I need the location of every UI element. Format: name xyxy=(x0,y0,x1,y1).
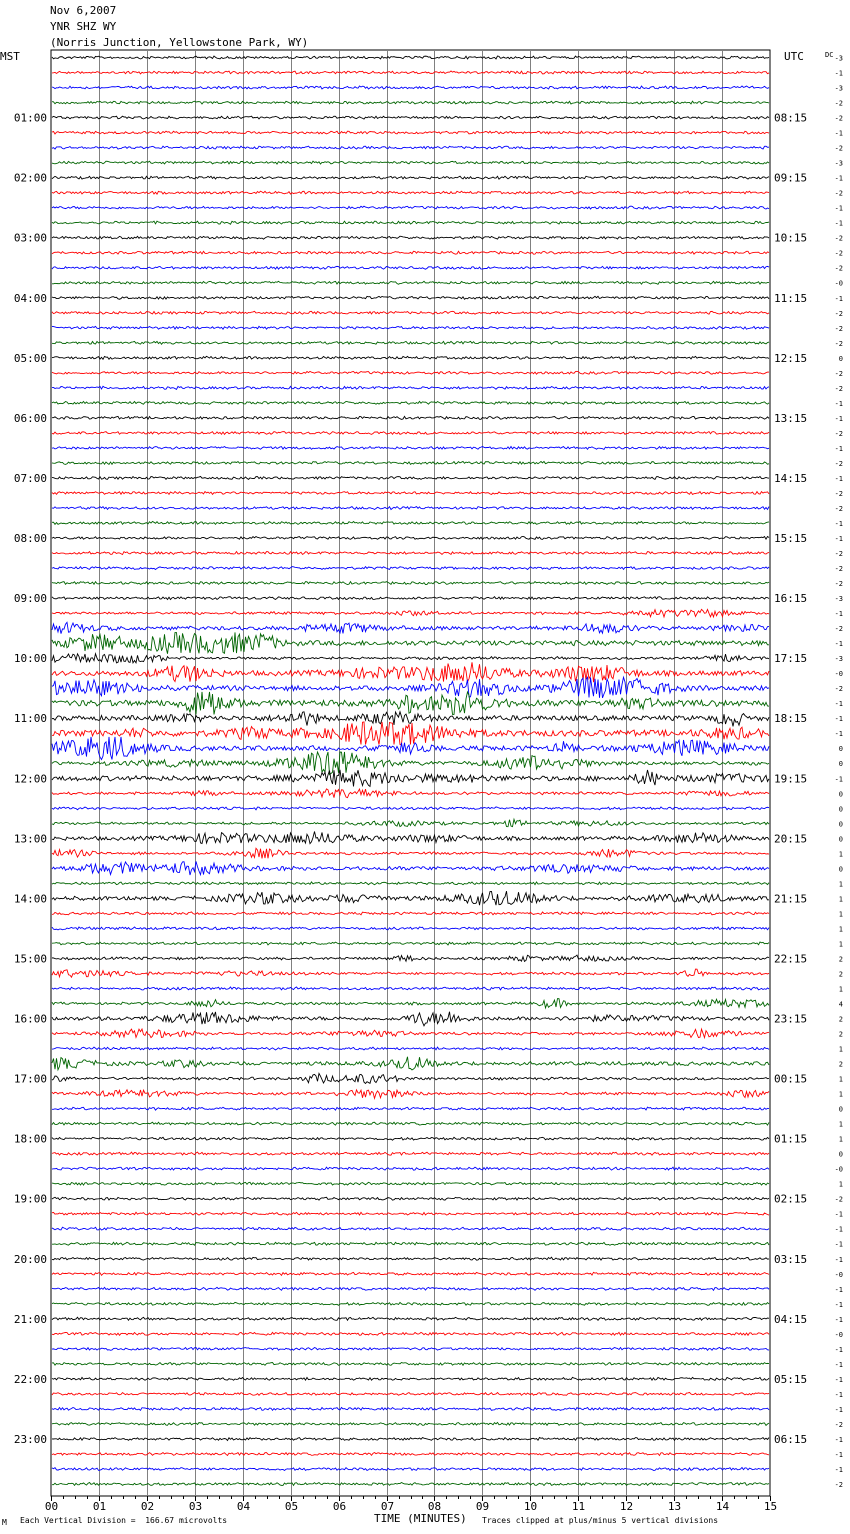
x-tick-label: 05 xyxy=(284,1500,299,1513)
seismic-trace xyxy=(52,281,769,284)
seismic-trace xyxy=(52,770,769,787)
x-tick-label: 13 xyxy=(667,1500,682,1513)
dc-offset-label: -3 xyxy=(834,595,843,604)
seismic-trace xyxy=(52,662,769,682)
seismic-trace xyxy=(52,1057,769,1070)
dc-offset-label: -2 xyxy=(834,1420,843,1429)
dc-offset-label: 0 xyxy=(838,820,843,829)
seismic-trace xyxy=(52,1167,769,1170)
dc-offset-label: -2 xyxy=(834,144,843,153)
seismic-trace xyxy=(52,831,769,843)
dc-offset-label: -1 xyxy=(834,1375,843,1384)
dc-offset-label: 1 xyxy=(838,1090,843,1099)
seismic-trace xyxy=(52,654,769,663)
label-layer xyxy=(0,50,843,1513)
right-hour-label: 10:15 xyxy=(774,231,808,245)
dc-offset-label: -1 xyxy=(834,1225,843,1234)
dc-offset-label: 1 xyxy=(838,850,843,859)
dc-offset-label: -1 xyxy=(834,1315,843,1324)
dc-offset-label: 0 xyxy=(838,805,843,814)
left-hour-label: 11:00 xyxy=(13,712,47,726)
dc-offset-label: -1 xyxy=(834,174,843,183)
left-hour-label: 23:00 xyxy=(13,1432,47,1446)
seismic-trace xyxy=(52,597,769,600)
dc-offset-label: 1 xyxy=(838,1120,843,1129)
dc-offset-label: -1 xyxy=(834,700,843,709)
seismic-trace xyxy=(52,1347,769,1350)
seismic-trace xyxy=(52,1377,769,1380)
dc-offset-label: -1 xyxy=(834,294,843,303)
seismic-trace xyxy=(52,912,769,915)
dc-offset-label: 0 xyxy=(838,1150,843,1159)
seismic-trace xyxy=(52,116,769,119)
left-hour-label: 22:00 xyxy=(13,1372,47,1386)
dc-offset-label: -2 xyxy=(834,384,843,393)
seismic-trace xyxy=(52,356,769,359)
seismic-trace xyxy=(52,942,769,945)
dc-offset-label: -1 xyxy=(834,610,843,619)
dc-offset-label: -1 xyxy=(834,1435,843,1444)
seismic-trace xyxy=(52,1197,769,1200)
dc-offset-label: -1 xyxy=(834,414,843,423)
dc-offset-label: -0 xyxy=(834,279,843,288)
right-hour-label: 15:15 xyxy=(774,532,808,546)
dc-offset-label: -1 xyxy=(834,640,843,649)
x-tick-label: 06 xyxy=(332,1500,347,1513)
dc-offset-label: -1 xyxy=(834,69,843,78)
dc-offset-label: -0 xyxy=(834,1165,843,1174)
seismic-trace xyxy=(52,609,769,617)
x-tick-label: 00 xyxy=(44,1500,59,1513)
x-axis-title: TIME (MINUTES) xyxy=(374,1512,467,1525)
seismic-trace xyxy=(52,1090,769,1099)
seismic-trace xyxy=(52,987,769,990)
x-tick-label: 03 xyxy=(188,1500,203,1513)
seismic-trace xyxy=(52,969,769,977)
dc-offset-label: -2 xyxy=(834,685,843,694)
seismic-trace xyxy=(52,567,769,570)
seismic-trace xyxy=(52,101,769,104)
x-tick-label: 10 xyxy=(523,1500,538,1513)
dc-offset-label: 2 xyxy=(838,1015,843,1024)
dc-offset-label: 1 xyxy=(838,1135,843,1144)
dc-offset-label: 0 xyxy=(838,790,843,799)
seismic-trace xyxy=(52,536,769,539)
seismic-trace xyxy=(52,1012,769,1026)
seismic-trace xyxy=(52,819,769,826)
seismic-trace xyxy=(52,1392,769,1395)
left-hour-label: 10:00 xyxy=(13,652,47,666)
header-date: Nov 6,2007 xyxy=(50,4,117,17)
header-location: (Norris Junction, Yellowstone Park, WY) xyxy=(50,36,309,49)
dc-offset-label: -2 xyxy=(834,309,843,318)
left-hour-label: 13:00 xyxy=(13,832,47,846)
right-hour-label: 06:15 xyxy=(774,1432,808,1446)
dc-offset-label: 1 xyxy=(838,910,843,919)
dc-offset-label: -2 xyxy=(834,1195,843,1204)
right-hour-label: 20:15 xyxy=(774,832,808,846)
seismic-trace xyxy=(52,752,769,775)
dc-offset-label: 1 xyxy=(838,1075,843,1084)
dc-offset-label: -2 xyxy=(834,249,843,258)
dc-offset-label: 4 xyxy=(838,1000,843,1009)
left-hour-label: 17:00 xyxy=(13,1072,47,1086)
left-hour-label: 21:00 xyxy=(13,1312,47,1326)
left-hour-label: 19:00 xyxy=(13,1192,47,1206)
dc-offset-label: -0 xyxy=(834,670,843,679)
dc-offset-label: -2 xyxy=(834,459,843,468)
dc-offset-label: -0 xyxy=(834,1330,843,1339)
right-hour-label: 13:15 xyxy=(774,411,808,425)
seismic-trace xyxy=(52,416,769,419)
seismic-trace xyxy=(52,176,769,179)
left-hour-label: 12:00 xyxy=(13,772,47,786)
left-hour-label: 03:00 xyxy=(13,231,47,245)
right-hour-label: 23:15 xyxy=(774,1012,808,1026)
dc-offset-label: -1 xyxy=(834,1465,843,1474)
dc-offset-label: -1 xyxy=(834,129,843,138)
dc-offset-label: 0 xyxy=(838,354,843,363)
dc-offset-label: -1 xyxy=(834,775,843,784)
seismic-trace xyxy=(52,1073,769,1083)
dc-offset-label: -2 xyxy=(834,580,843,589)
dc-offset-label: -1 xyxy=(834,1450,843,1459)
dc-offset-label: -1 xyxy=(834,1360,843,1369)
dc-offset-label: -1 xyxy=(834,519,843,528)
left-timezone-label: MST xyxy=(0,50,20,63)
x-tick-label: 07 xyxy=(380,1500,395,1513)
grid-layer xyxy=(51,50,771,1501)
dc-header-label: DC xyxy=(825,51,834,59)
seismic-trace xyxy=(52,1182,769,1185)
seismic-trace xyxy=(52,521,769,524)
seismic-trace xyxy=(52,146,769,149)
left-hour-label: 15:00 xyxy=(13,952,47,966)
seismic-trace xyxy=(52,552,769,555)
left-hour-label: 18:00 xyxy=(13,1132,47,1146)
seismic-trace xyxy=(52,1317,769,1320)
dc-offset-label: -1 xyxy=(834,204,843,213)
seismic-trace xyxy=(52,236,769,239)
seismic-trace xyxy=(52,131,769,134)
x-tick-label: 01 xyxy=(92,1500,107,1513)
dc-offset-label: -1 xyxy=(834,444,843,453)
right-hour-label: 12:15 xyxy=(774,351,808,365)
x-tick-label: 15 xyxy=(763,1500,778,1513)
right-hour-label: 14:15 xyxy=(774,471,808,485)
seismic-trace xyxy=(52,1029,769,1038)
dc-offset-label: -2 xyxy=(834,1481,843,1489)
x-tick-label: 12 xyxy=(619,1500,634,1513)
right-hour-label: 16:15 xyxy=(774,592,808,606)
dc-offset-label: 1 xyxy=(838,925,843,934)
seismic-trace xyxy=(52,1287,769,1290)
right-hour-label: 09:15 xyxy=(774,171,808,185)
left-hour-label: 08:00 xyxy=(13,532,47,546)
dc-offset-label: 1 xyxy=(838,985,843,994)
dc-offset-label: -2 xyxy=(834,565,843,574)
dc-offset-label: 0 xyxy=(838,1105,843,1114)
dc-offset-label: 1 xyxy=(838,1180,843,1189)
seismic-trace xyxy=(52,722,769,745)
seismic-trace xyxy=(52,206,769,209)
dc-offset-label: -1 xyxy=(834,474,843,483)
seismic-trace xyxy=(52,371,769,374)
seismic-trace xyxy=(52,1272,769,1275)
seismic-trace xyxy=(52,1302,769,1305)
dc-offset-label: 1 xyxy=(838,940,843,949)
left-hour-label: 14:00 xyxy=(13,892,47,906)
dc-offset-label: 0 xyxy=(838,835,843,844)
seismic-trace xyxy=(52,266,769,269)
seismic-trace xyxy=(52,789,769,798)
seismic-trace xyxy=(52,386,769,389)
dc-offset-label: -1 xyxy=(834,1285,843,1294)
seismic-trace xyxy=(52,341,769,344)
dc-offset-label: 2 xyxy=(838,955,843,964)
seismic-trace xyxy=(52,1453,769,1456)
left-hour-label: 02:00 xyxy=(13,171,47,185)
dc-offset-label: -1 xyxy=(834,1300,843,1309)
dc-offset-label: -2 xyxy=(834,99,843,108)
seismic-trace xyxy=(52,622,769,633)
seismic-trace xyxy=(52,848,769,858)
seismic-trace xyxy=(52,1422,769,1425)
seismic-trace xyxy=(52,712,769,727)
seismic-trace xyxy=(52,326,769,329)
dc-offset-label: -2 xyxy=(834,189,843,198)
seismic-trace xyxy=(52,56,769,59)
dc-offset-label: 2 xyxy=(838,1030,843,1039)
right-hour-label: 11:15 xyxy=(774,291,808,305)
dc-offset-label: -1 xyxy=(834,1240,843,1249)
dc-offset-label: 1 xyxy=(838,895,843,904)
left-hour-label: 20:00 xyxy=(13,1252,47,1266)
dc-offset-label: -1 xyxy=(834,219,843,228)
seismic-trace xyxy=(52,677,769,698)
right-timezone-label: UTC xyxy=(784,50,804,63)
dc-offset-label: 0 xyxy=(838,865,843,874)
seismic-trace xyxy=(52,507,769,510)
corner-mark: M xyxy=(2,1518,7,1527)
dc-offset-label: -1 xyxy=(834,1390,843,1399)
dc-offset-label: -1 xyxy=(834,1255,843,1264)
left-hour-label: 04:00 xyxy=(13,291,47,305)
seismic-trace xyxy=(52,807,769,810)
dc-offset-label: -1 xyxy=(834,730,843,739)
dc-offset-label: -2 xyxy=(834,489,843,498)
right-hour-label: 04:15 xyxy=(774,1312,808,1326)
dc-offset-label: -1 xyxy=(834,1210,843,1219)
seismic-trace xyxy=(52,71,769,74)
dc-offset-label: 1 xyxy=(838,880,843,889)
right-hour-label: 00:15 xyxy=(774,1072,808,1086)
x-tick-label: 11 xyxy=(571,1500,586,1513)
seismic-trace xyxy=(52,432,769,435)
dc-offset-label: 0 xyxy=(838,760,843,769)
seismic-trace xyxy=(52,296,769,299)
left-hour-label: 07:00 xyxy=(13,471,47,485)
right-hour-label: 01:15 xyxy=(774,1132,808,1146)
clip-note: Traces clipped at plus/minus 5 vertical divisions xyxy=(482,1516,719,1525)
seismic-trace xyxy=(52,1047,769,1050)
seismic-trace xyxy=(52,1257,769,1260)
x-tick-label: 08 xyxy=(427,1500,442,1513)
seismic-trace xyxy=(52,1242,769,1245)
left-hour-label: 05:00 xyxy=(13,351,47,365)
seismic-trace xyxy=(52,446,769,449)
dc-offset-label: -1 xyxy=(834,1405,843,1414)
right-hour-label: 21:15 xyxy=(774,892,808,906)
seismic-trace xyxy=(52,1107,769,1110)
seismic-trace xyxy=(52,1362,769,1365)
seismic-trace xyxy=(52,955,769,961)
seismic-trace xyxy=(52,1227,769,1230)
dc-offset-label: -3 xyxy=(834,655,843,664)
seismic-trace xyxy=(52,1122,769,1125)
seismic-trace xyxy=(52,161,769,164)
dc-offset-label: 1 xyxy=(838,1045,843,1054)
dc-offset-label: -2 xyxy=(834,550,843,559)
seismic-trace xyxy=(52,891,769,905)
left-hour-label: 16:00 xyxy=(13,1012,47,1026)
seismic-trace xyxy=(52,927,769,930)
dc-offset-label: -3 xyxy=(834,159,843,168)
left-hour-label: 01:00 xyxy=(13,111,47,125)
dc-offset-label: -2 xyxy=(834,504,843,513)
dc-offset-label: -2 xyxy=(834,264,843,273)
seismic-trace xyxy=(52,191,769,194)
dc-offset-label: -1 xyxy=(834,1345,843,1354)
seismic-trace xyxy=(52,251,769,254)
right-hour-label: 02:15 xyxy=(774,1192,808,1206)
seismic-trace xyxy=(52,461,769,464)
seismic-trace xyxy=(52,1137,769,1140)
right-hour-label: 17:15 xyxy=(774,652,808,666)
dc-offset-label: -2 xyxy=(834,114,843,123)
right-hour-label: 05:15 xyxy=(774,1372,808,1386)
right-hour-label: 22:15 xyxy=(774,952,808,966)
dc-offset-label: 2 xyxy=(838,1060,843,1069)
seismic-trace xyxy=(52,882,769,885)
scale-note: Each Vertical Division = 166.67 microvolts xyxy=(20,1516,228,1525)
seismic-trace xyxy=(52,401,769,404)
x-tick-label: 02 xyxy=(140,1500,155,1513)
dc-offset-label: -2 xyxy=(834,429,843,438)
right-hour-label: 18:15 xyxy=(774,712,808,726)
seismic-trace xyxy=(52,1482,769,1485)
dc-offset-label: 0 xyxy=(838,745,843,754)
seismic-trace xyxy=(52,1212,769,1215)
seismic-trace xyxy=(52,311,769,314)
right-hour-label: 03:15 xyxy=(774,1252,808,1266)
x-tick-label: 14 xyxy=(715,1500,730,1513)
left-hour-label: 09:00 xyxy=(13,592,47,606)
trace-layer xyxy=(52,56,769,1485)
dc-offset-label: -0 xyxy=(834,1270,843,1279)
seismic-trace xyxy=(52,632,769,653)
dc-offset-label: -3 xyxy=(834,84,843,93)
seismic-trace xyxy=(52,476,769,479)
dc-offset-label: -2 xyxy=(834,234,843,243)
dc-offset-label: -1 xyxy=(834,535,843,544)
dc-offset-label: 2 xyxy=(838,970,843,979)
dc-offset-label: -3 xyxy=(834,54,843,63)
x-tick-label: 04 xyxy=(236,1500,251,1513)
seismic-trace xyxy=(52,221,769,224)
seismic-trace xyxy=(52,582,769,585)
dc-offset-label: -2 xyxy=(834,369,843,378)
seismic-trace xyxy=(52,999,769,1008)
seismic-trace xyxy=(52,492,769,495)
dc-offset-label: -1 xyxy=(834,399,843,408)
seismic-trace xyxy=(52,692,769,715)
dc-offset-label: -2 xyxy=(834,324,843,333)
header-station: YNR SHZ WY xyxy=(50,20,117,33)
dc-offset-label: -1 xyxy=(834,715,843,724)
seismic-trace xyxy=(52,86,769,89)
right-hour-label: 08:15 xyxy=(774,111,808,125)
dc-offset-label: -2 xyxy=(834,339,843,348)
dc-offset-label: -2 xyxy=(834,625,843,634)
seismic-trace xyxy=(52,1332,769,1335)
right-hour-label: 19:15 xyxy=(774,772,808,786)
seismic-trace xyxy=(52,1407,769,1410)
seismic-trace xyxy=(52,1152,769,1155)
x-tick-label: 09 xyxy=(475,1500,490,1513)
seismic-trace xyxy=(52,861,769,875)
seismic-trace xyxy=(52,1467,769,1470)
seismic-trace xyxy=(52,1438,769,1441)
left-hour-label: 06:00 xyxy=(13,411,47,425)
